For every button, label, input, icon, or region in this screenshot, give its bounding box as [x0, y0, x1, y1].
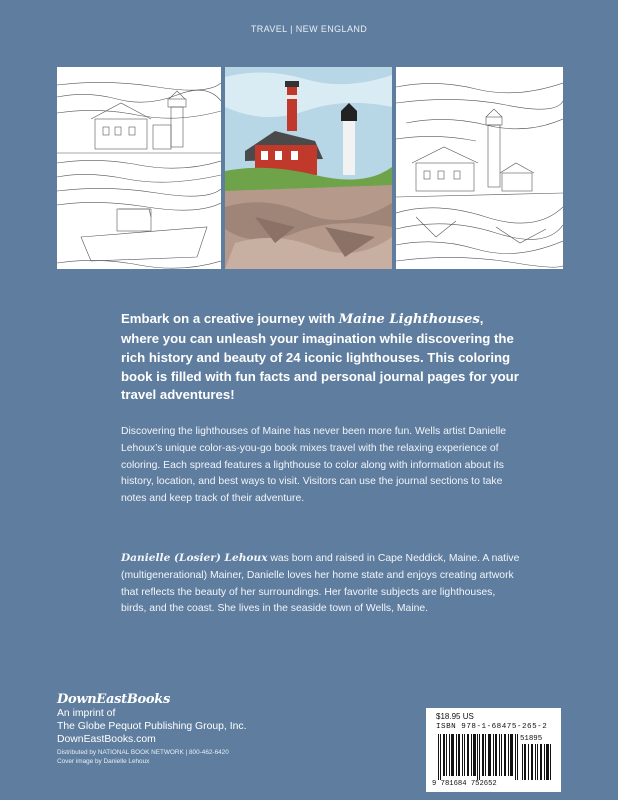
- price-addon-code: 51895: [520, 735, 543, 743]
- description-lead: Embark on a creative journey with Maine Lighthouses, where you can unleash your imagination while discovering the rich history and beauty of 24 iconic lighthouses. This coloring book is filled with fun facts and personal journal pages for your travel adventures!: [121, 311, 519, 403]
- publisher-name: The Globe Pequot Publishing Group, Inc.: [57, 721, 247, 732]
- illustration-lineart-lighthouse: [396, 67, 563, 269]
- publisher-logo: DownEastBooks: [57, 692, 170, 707]
- publisher-block: [57, 692, 246, 766]
- illustration-lineart-boat: [57, 67, 221, 269]
- category-label: TRAVEL | NEW ENGLAND: [250, 24, 368, 34]
- illustration-color-lighthouse: [225, 67, 392, 269]
- publisher-website: DownEastBooks.com: [57, 734, 156, 745]
- author-bio: Danielle (Losier) Lehoux was born and raised in Cape Neddick, Maine. A native (multigenerational) Mainer, Danielle loves her home state and enjoys creating artwork that reflects the beauty of her surroundings. Her favorite subjects are lighthouses, birds, and the coast. She lives in the seaside town of Wells, Maine.: [121, 552, 520, 615]
- description-body: Discovering the lighthouses of Maine has never been more fun. Wells artist Danielle Lehoux’s unique color-as-you-go book mixes travel with the relaxing experience of coloring. Each spread features a lighthouse to color along with information about its history, location, and best ways to visit. Visitors can use the journal sections to take notes and keep track of their adventure.: [121, 426, 507, 504]
- imprint-line: An imprint of: [57, 708, 116, 719]
- barcode-main-bars: [438, 734, 520, 780]
- book-title: Maine Lighthouses: [338, 312, 480, 328]
- price-label: $18.95 US: [436, 712, 474, 721]
- distribution-line: Distributed by NATIONAL BOOK NETWORK | 800-462-6420: [57, 749, 229, 756]
- cover-credit: Cover image by Danielle Lehoux: [57, 758, 150, 765]
- isbn-label: ISBN 978-1-68475-265-2: [436, 723, 548, 731]
- ean-number: 9 781684 752652: [432, 780, 497, 788]
- author-name: Danielle (Losier) Lehoux: [121, 552, 268, 565]
- barcode-addon-bars: [522, 744, 552, 780]
- barcode-box: [426, 708, 561, 792]
